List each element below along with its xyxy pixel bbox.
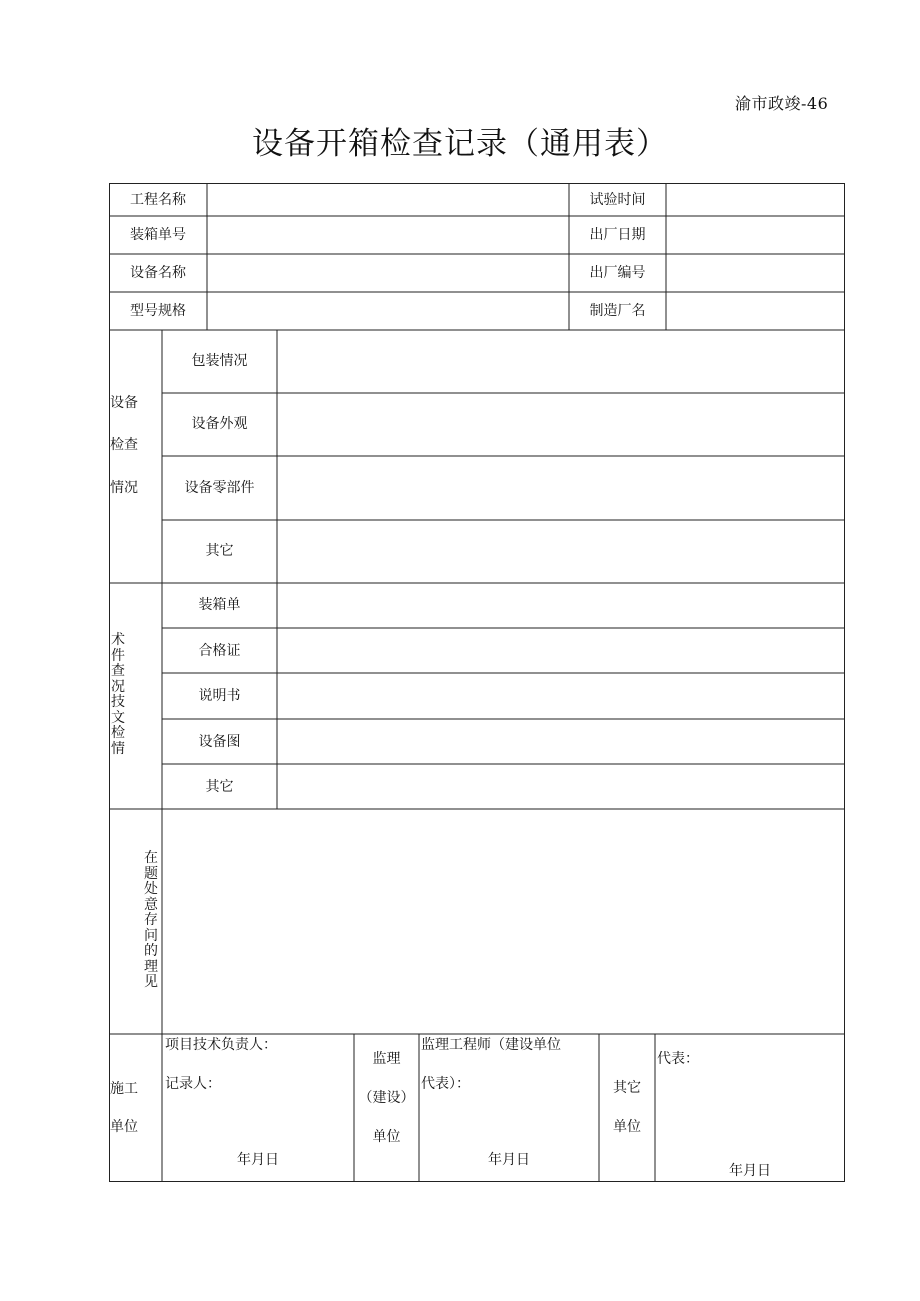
- serial-no-label: 出厂编号: [589, 265, 646, 281]
- construction-unit-label-1: 施工: [110, 1081, 138, 1097]
- components-label: 设备零部件: [184, 480, 255, 496]
- issues-label: 在题处意存问的理见: [144, 850, 158, 990]
- tech-docs-other-label: 其它: [205, 779, 234, 795]
- supervision-unit-label-2: （建设）: [358, 1090, 415, 1106]
- manual-label: 说明书: [198, 688, 241, 704]
- form-grid: [109, 183, 845, 1182]
- page-title: 设备开箱检查记录（通用表）: [252, 126, 668, 162]
- construction-unit-label-2: 单位: [110, 1119, 138, 1135]
- supervision-date: 年月日: [488, 1152, 530, 1168]
- recorder-label: 记录人：: [165, 1076, 221, 1092]
- manufacturer-label: 制造厂名: [589, 303, 646, 319]
- tech-docs-group-label: 术件查况技文检情: [111, 632, 125, 757]
- equipment-name-label: 设备名称: [130, 265, 186, 281]
- supervision-unit-label-3: 单位: [372, 1129, 401, 1145]
- certificate-label: 合格证: [198, 643, 241, 659]
- supervision-unit-label-1: 监理: [372, 1051, 401, 1067]
- construction-date: 年月日: [237, 1152, 279, 1168]
- other-unit-label-2: 单位: [613, 1119, 641, 1135]
- manufacture-date-label: 出厂日期: [589, 227, 646, 243]
- other-representative-label: 代表：: [657, 1051, 699, 1067]
- inspection-form: [109, 183, 845, 1182]
- inspection-group-label-1: 设备: [110, 395, 138, 411]
- model-spec-label: 型号规格: [130, 303, 186, 319]
- inspection-group-label-2: 检查: [110, 437, 138, 453]
- other-unit-label-1: 其它: [613, 1080, 641, 1096]
- other-date: 年月日: [729, 1163, 771, 1179]
- packing-list-label: 装箱单: [198, 597, 241, 613]
- document-code: 渝市政竣-46: [735, 94, 829, 113]
- packing-list-no-label: 装箱单号: [130, 227, 186, 243]
- appearance-label: 设备外观: [191, 416, 248, 432]
- packaging-condition-label: 包装情况: [191, 353, 248, 369]
- tech-lead-label: 项目技术负责人：: [165, 1037, 277, 1053]
- inspection-other-label: 其它: [205, 543, 234, 559]
- drawing-label: 设备图: [198, 734, 241, 750]
- supervisor-label-line1: 监理工程师（建设单位: [421, 1037, 561, 1053]
- project-name-label: 工程名称: [130, 192, 186, 208]
- inspection-group-label-3: 情况: [110, 480, 138, 496]
- test-time-label: 试验时间: [589, 192, 646, 208]
- supervisor-label-line2: 代表）：: [421, 1076, 470, 1092]
